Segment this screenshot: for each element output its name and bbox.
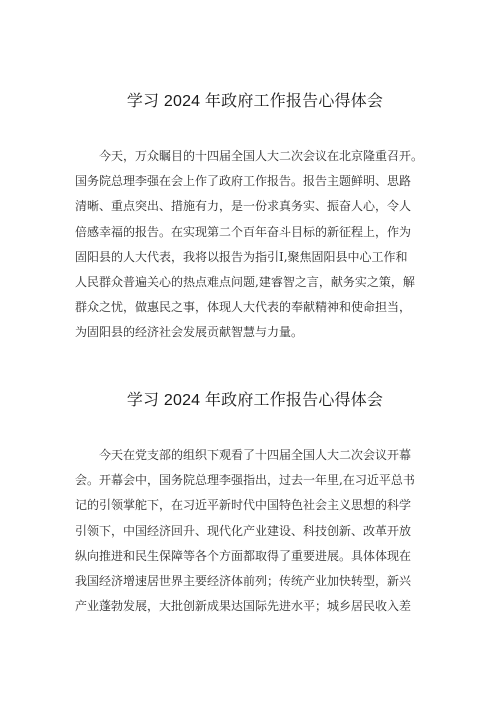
- section-title: 学习 2024 年政府工作报告心得体会: [126, 93, 384, 110]
- essay-section-1: [75, 91, 435, 346]
- body-line: 引领下，中国经济回升、现代化产业建设、科技创新、改革开放: [75, 523, 412, 538]
- section-title: 学习 2024 年政府工作报告心得体会: [126, 392, 384, 409]
- body-line: 群众之忧，做惠民之事，体现人大代表的奉献精神和使命担当，: [75, 300, 412, 315]
- body-line: 我国经济增速居世界主要经济体前列；传统产业加快转型，新兴: [75, 574, 412, 589]
- body-line: 今天，万众瞩目的十四届全国人大二次会议在北京隆重召开。: [75, 149, 424, 163]
- section-body: [75, 144, 435, 346]
- body-line: 会。开幕会中，国务院总理李强指出，过去一年里,在习近平总书: [75, 473, 415, 488]
- body-line: 为固阳县的经济社会发展贡献智慧与力量。: [75, 325, 304, 340]
- body-line: 固阳县的人大代表，我将以报告为指引Ⅰ,聚焦固阳县中心工作和: [75, 249, 408, 264]
- body-line: 清晰、重点突出、措施有力，是一份求真务实、振奋人心，令人: [75, 199, 412, 214]
- body-line: 今天在党支部的组织下观看了十四届全国人大二次会议开幕: [75, 448, 412, 462]
- body-line: 纵向推进和民生保障等各个方面都取得了重要进展。具体体现在: [75, 548, 412, 563]
- section-body: [75, 443, 435, 619]
- body-line: 产业蓬勃发展，大批创新成果达国际先进水平；城乡居民收入差: [75, 599, 412, 614]
- essay-section-2: [75, 390, 435, 619]
- body-line: 国务院总理李强在会上作了政府工作报告。报告主题鲜明、思路: [75, 174, 412, 189]
- body-line: 人民群众普遍关心的热点难点问题,建睿智之言，献务实之策，解: [75, 275, 415, 290]
- body-line: 记的引领掌舵下，在习近平新时代中国特色社会主义思想的科学: [75, 498, 412, 513]
- body-line: 倍感幸福的报告。在实现第二个百年奋斗目标的新征程上，作为: [75, 224, 412, 239]
